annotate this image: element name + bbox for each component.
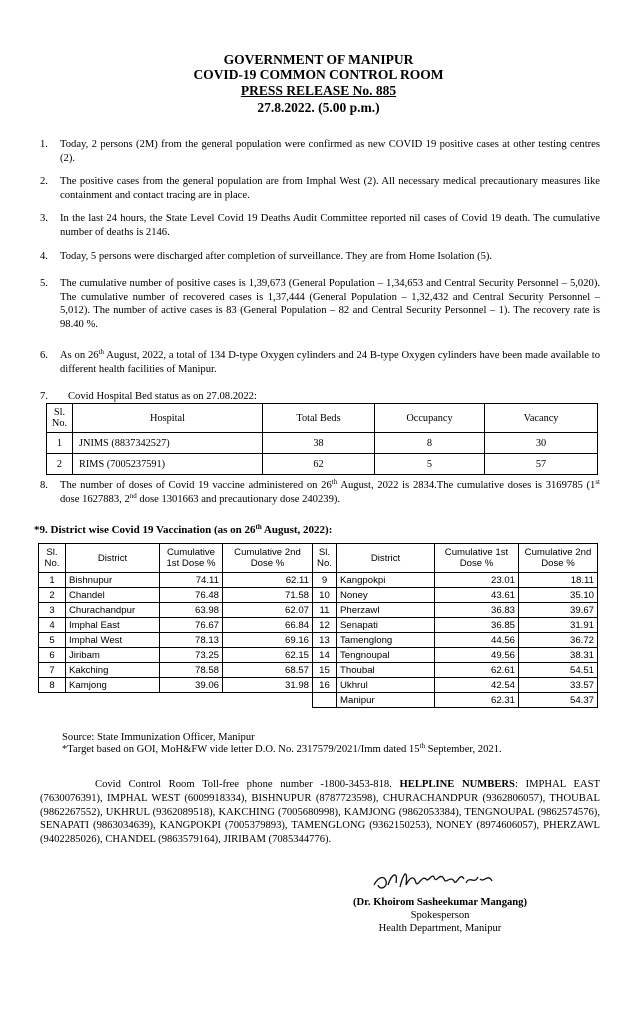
column-header-hospital: Hospital [73, 404, 263, 433]
cell-dose2: 35.10 [519, 588, 598, 603]
cell-dose1: 23.01 [435, 573, 519, 588]
cell-dose2: 62.07 [223, 603, 313, 618]
cell-sl: 14 [313, 648, 337, 663]
cell-district: Ukhrul [337, 678, 435, 693]
cell-total-district: Manipur [337, 693, 435, 708]
press-release-number: PRESS RELEASE No. 885 [240, 83, 397, 98]
cell-sl: 11 [313, 603, 337, 618]
table-row [39, 648, 598, 663]
cell-sl: 12 [313, 618, 337, 633]
item-number: 4. [40, 251, 48, 262]
cell-district: Kakching [66, 663, 160, 678]
table-header-row [39, 544, 598, 573]
cell-sl: 2 [47, 454, 73, 475]
cell-dose2: 62.11 [223, 573, 313, 588]
bed-status-title [40, 391, 257, 402]
cell-dose2: 38.31 [519, 648, 598, 663]
table-row [39, 633, 598, 648]
cell-hospital: RIMS (7005237591) [73, 454, 263, 475]
helpline-paragraph: Covid Control Room Toll-free phone number -1800-3453-818. HELPLINE NUMBERS: IMPHAL EAST (7630076391), IMPHAL WEST (6009918334), BISHNUPUR (8787723598), CHURACHANDPUR (9362806057), THOUBAL (9862267552), UKHRUL (9362089518), KAKCHING (7005680998), KAMJONG (9862053384), TENGNOUPAL (9862574576), SENAPATI (9863034639), KANGPOKPI (7005379893), TAMENGLONG (9362150253), NONEY (8974606057), PHERZAWL (9402285026), CHANDEL (9863579164), JIRIBAM (7085344776). [40, 779, 600, 846]
cell-dose2: 62.15 [223, 648, 313, 663]
cell-dose2: 71.58 [223, 588, 313, 603]
header-control-room: COVID-19 COMMON CONTROL ROOM [193, 67, 444, 82]
cell-sl: 5 [39, 633, 66, 648]
cell-district: Noney [337, 588, 435, 603]
cell-dose1: 42.54 [435, 678, 519, 693]
vaccination-rows [39, 573, 598, 693]
header-government: GOVERNMENT OF MANIPUR [223, 52, 414, 67]
cell-dose2: 33.57 [519, 678, 598, 693]
bed-status-table [46, 403, 598, 475]
cell-dose1: 78.13 [160, 633, 223, 648]
cell-dose1: 76.48 [160, 588, 223, 603]
cell-dose2: 18.11 [519, 573, 598, 588]
cell-sl: 9 [313, 573, 337, 588]
column-header-sl: Sl. No. [47, 404, 73, 433]
column-header-dose2: Cumulative 2nd Dose % [519, 544, 598, 573]
cell-total-beds: 62 [263, 454, 375, 475]
cell-district: Tamenglong [337, 633, 435, 648]
item-text: Covid Hospital Bed status as on 27.08.2022: [67, 391, 257, 402]
cell-total-dose2: 54.37 [519, 693, 598, 708]
signatory-designation: Spokesperson [410, 910, 470, 921]
cell-sl: 1 [47, 433, 73, 454]
table-row [39, 618, 598, 633]
table-row [39, 678, 598, 693]
cell-dose1: 49.56 [435, 648, 519, 663]
column-header-dose1: Cumulative 1st Dose % [435, 544, 519, 573]
cell-dose1: 62.61 [435, 663, 519, 678]
table-header-row [47, 404, 598, 433]
cell-district: Jiribam [66, 648, 160, 663]
cell-hospital: JNIMS (8837342527) [73, 433, 263, 454]
cell-dose2: 66.84 [223, 618, 313, 633]
column-header-sl: Sl. No. [313, 544, 337, 573]
item-text: The positive cases from the general population are from Imphal West (2). All necessary medical precautionary measures like containment and contact tracing are in place. [60, 176, 600, 201]
cell-occupancy: 8 [375, 433, 485, 454]
cell-district: Kamjong [66, 678, 160, 693]
item-text: Today, 5 persons were discharged after completion of surveillance. They are from Home Isolation (5). [60, 251, 493, 262]
item-text: As on 26th August, 2022, a total of 134 D-type Oxygen cylinders and 24 B-type Oxygen cylinders have been made available to different health facilities of Manipur. [60, 348, 600, 375]
cell-sl: 16 [313, 678, 337, 693]
item-number: 6. [40, 350, 48, 361]
table-row [39, 603, 598, 618]
source-note: Source: State Immunization Officer, Manipur [62, 732, 255, 743]
cell-sl: 2 [39, 588, 66, 603]
column-header-district: District [337, 544, 435, 573]
item-text: Today, 2 persons (2M) from the general population were confirmed as new COVID 19 positive cases at other testing centres (2). [60, 139, 600, 164]
cell-dose2: 54.51 [519, 663, 598, 678]
item-3 [40, 212, 600, 239]
cell-empty [313, 693, 337, 708]
item-8 [40, 479, 600, 506]
cell-dose1: 76.67 [160, 618, 223, 633]
item-1 [40, 138, 600, 165]
signatory-name: (Dr. Khoirom Sasheekumar Mangang) [352, 897, 528, 908]
cell-sl: 13 [313, 633, 337, 648]
cell-dose2: 36.72 [519, 633, 598, 648]
table-row [47, 433, 598, 454]
cell-district: Thoubal [337, 663, 435, 678]
cell-sl: 15 [313, 663, 337, 678]
column-header-vacancy: Vacancy [485, 404, 598, 433]
cell-dose1: 39.06 [160, 678, 223, 693]
target-note: *Target based on GOI, MoH&FW vide letter D.O. No. 2317579/2021/Imm dated 15th September, 2021. [62, 742, 502, 755]
vaccination-title: *9. District wise Covid 19 Vaccination (as on 26th August, 2022): [34, 523, 333, 536]
table-row [47, 454, 598, 475]
cell-dose1: 74.11 [160, 573, 223, 588]
item-number: 1. [40, 139, 48, 150]
cell-dose1: 43.61 [435, 588, 519, 603]
column-header-total-beds: Total Beds [263, 404, 375, 433]
cell-dose1: 73.25 [160, 648, 223, 663]
cell-dose1: 63.98 [160, 603, 223, 618]
cell-dose2: 31.91 [519, 618, 598, 633]
cell-district: Tengnoupal [337, 648, 435, 663]
cell-sl: 1 [39, 573, 66, 588]
cell-district: Imphal West [66, 633, 160, 648]
item-text: The number of doses of Covid 19 vaccine administered on 26th August, 2022 is 2834.The cumulative doses is 3169785 (1st dose 1627883, 2nd dose 1301663 and precautionary dose 240239). [60, 478, 600, 505]
item-text: In the last 24 hours, the State Level Covid 19 Deaths Audit Committee reported nil cases of Covid 19 death. The cumulative number of deaths is 2146. [60, 213, 600, 238]
table-row-total [39, 693, 598, 708]
table-row [39, 663, 598, 678]
vaccination-table [38, 543, 598, 708]
table-row [39, 573, 598, 588]
item-number: 2. [40, 176, 48, 187]
cell-district: Chandel [66, 588, 160, 603]
cell-dose1: 44.56 [435, 633, 519, 648]
cell-dose1: 36.83 [435, 603, 519, 618]
cell-district: Bishnupur [66, 573, 160, 588]
item-2 [40, 175, 600, 202]
column-header-sl: Sl. No. [39, 544, 66, 573]
item-number: 3. [40, 213, 48, 224]
cell-district: Senapati [337, 618, 435, 633]
cell-dose2: 69.16 [223, 633, 313, 648]
item-text: The cumulative number of positive cases is 1,39,673 (General Population – 1,34,653 and Central Security Personnel – 5,020). The cumulative number of recovered cases is 1,37,444 (General Population – 1,32,432 and Central Security Personnel – 5,012). The number of active cases is 83 (General Population – 82 and Central Security Personnel – 1). The recovery rate is 98.40 %. [60, 278, 600, 330]
release-date: 27.8.2022. (5.00 p.m.) [257, 100, 380, 115]
cell-dose1: 78.58 [160, 663, 223, 678]
cell-dose2: 39.67 [519, 603, 598, 618]
cell-dose2: 31.98 [223, 678, 313, 693]
column-header-district: District [66, 544, 160, 573]
cell-total-dose1: 62.31 [435, 693, 519, 708]
item-number: 7. [40, 391, 48, 402]
item-number: 5. [40, 278, 48, 289]
column-header-dose1: Cumulative 1st Dose % [160, 544, 223, 573]
signature-image [370, 865, 510, 895]
cell-total-beds: 38 [263, 433, 375, 454]
cell-sl: 8 [39, 678, 66, 693]
signatory-department: Health Department, Manipur [378, 923, 502, 934]
cell-district: Imphal East [66, 618, 160, 633]
item-5 [40, 277, 600, 331]
cell-dose1: 36.85 [435, 618, 519, 633]
cell-dose2: 68.57 [223, 663, 313, 678]
cell-sl: 6 [39, 648, 66, 663]
cell-sl: 10 [313, 588, 337, 603]
cell-district: Kangpokpi [337, 573, 435, 588]
cell-district: Churachandpur [66, 603, 160, 618]
table-row [39, 588, 598, 603]
column-header-occupancy: Occupancy [375, 404, 485, 433]
empty-cell [39, 693, 313, 708]
item-4 [40, 250, 600, 264]
cell-occupancy: 5 [375, 454, 485, 475]
cell-sl: 7 [39, 663, 66, 678]
column-header-dose2: Cumulative 2nd Dose % [223, 544, 313, 573]
item-number: 8. [40, 480, 48, 491]
cell-district: Pherzawl [337, 603, 435, 618]
cell-sl: 3 [39, 603, 66, 618]
cell-vacancy: 30 [485, 433, 598, 454]
cell-vacancy: 57 [485, 454, 598, 475]
cell-sl: 4 [39, 618, 66, 633]
item-6 [40, 349, 600, 376]
helpline-label: HELPLINE NUMBERS [399, 779, 515, 790]
